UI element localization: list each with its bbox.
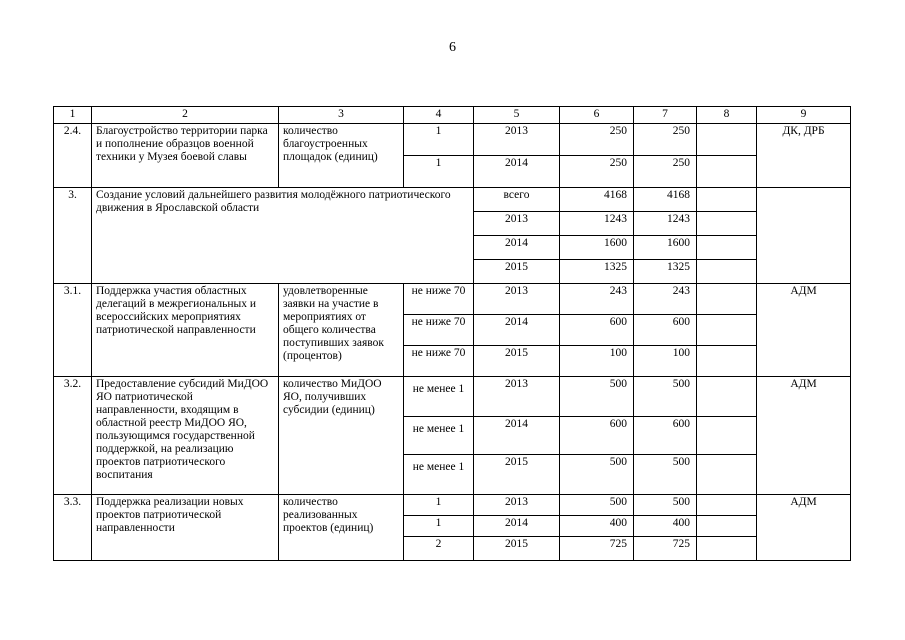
row-number: 3.3. bbox=[54, 495, 92, 561]
year: 2013 bbox=[474, 377, 560, 417]
target-value: не менее 1 bbox=[404, 377, 474, 417]
header-cell: 1 bbox=[54, 107, 92, 124]
target-value: 1 bbox=[404, 495, 474, 516]
activity-name: Предоставление субсидий МиДОО ЯО патриотической направленности, входящим в областной реестр МиДОО ЯО, пользующимся государственной поддержкой, на реализацию проектов патриотического воспитания bbox=[92, 377, 279, 495]
year: 2013 bbox=[474, 212, 560, 236]
year: 2015 bbox=[474, 537, 560, 561]
table-row bbox=[54, 377, 851, 417]
year: 2014 bbox=[474, 315, 560, 346]
section-title: Создание условий дальнейшего развития молодёжного патриотического движения в Ярославской области bbox=[92, 188, 474, 284]
col8-cell bbox=[697, 315, 757, 346]
executor: АДМ bbox=[757, 377, 851, 495]
funding-col7: 400 bbox=[634, 516, 697, 537]
col8-cell bbox=[697, 260, 757, 284]
table-row bbox=[54, 495, 851, 516]
row-number: 2.4. bbox=[54, 124, 92, 188]
col8-cell bbox=[697, 455, 757, 495]
header-cell: 6 bbox=[560, 107, 634, 124]
col8-cell bbox=[697, 124, 757, 156]
year: 2015 bbox=[474, 346, 560, 377]
year: 2014 bbox=[474, 516, 560, 537]
target-value: 1 bbox=[404, 124, 474, 156]
funding-col7: 100 bbox=[634, 346, 697, 377]
executor bbox=[757, 188, 851, 284]
funding-col7: 725 bbox=[634, 537, 697, 561]
executor: ДК, ДРБ bbox=[757, 124, 851, 188]
col8-cell bbox=[697, 495, 757, 516]
header-cell: 2 bbox=[92, 107, 279, 124]
col8-cell bbox=[697, 188, 757, 212]
funding-col7: 1243 bbox=[634, 212, 697, 236]
indicator: количество благоустроенных площадок (единиц) bbox=[279, 124, 404, 188]
year: 2015 bbox=[474, 260, 560, 284]
target-value: 1 bbox=[404, 516, 474, 537]
col8-cell bbox=[697, 417, 757, 455]
table-row bbox=[54, 124, 851, 156]
funding-col6: 1243 bbox=[560, 212, 634, 236]
funding-col6: 4168 bbox=[560, 188, 634, 212]
year: 2013 bbox=[474, 284, 560, 315]
funding-col6: 243 bbox=[560, 284, 634, 315]
header-cell: 8 bbox=[697, 107, 757, 124]
year: 2014 bbox=[474, 236, 560, 260]
row-number: 3. bbox=[54, 188, 92, 284]
funding-col6: 500 bbox=[560, 495, 634, 516]
col8-cell bbox=[697, 516, 757, 537]
year: всего bbox=[474, 188, 560, 212]
indicator: количество реализованных проектов (единиц) bbox=[279, 495, 404, 561]
funding-col7: 1325 bbox=[634, 260, 697, 284]
funding-col6: 600 bbox=[560, 417, 634, 455]
funding-col6: 1600 bbox=[560, 236, 634, 260]
header-cell: 4 bbox=[404, 107, 474, 124]
row-number: 3.1. bbox=[54, 284, 92, 377]
executor: АДМ bbox=[757, 284, 851, 377]
col8-cell bbox=[697, 284, 757, 315]
header-cell: 9 bbox=[757, 107, 851, 124]
target-value: не ниже 70 bbox=[404, 315, 474, 346]
funding-col6: 250 bbox=[560, 156, 634, 188]
executor: АДМ bbox=[757, 495, 851, 561]
funding-col6: 500 bbox=[560, 455, 634, 495]
funding-col7: 250 bbox=[634, 156, 697, 188]
activity-name: Поддержка участия областных делегаций в межрегиональных и всероссийских мероприятиях патриотической направленности bbox=[92, 284, 279, 377]
funding-col7: 500 bbox=[634, 377, 697, 417]
activity-name: Поддержка реализации новых проектов патриотической направленности bbox=[92, 495, 279, 561]
funding-col6: 100 bbox=[560, 346, 634, 377]
table-row bbox=[54, 188, 851, 212]
funding-col6: 400 bbox=[560, 516, 634, 537]
year: 2014 bbox=[474, 417, 560, 455]
year: 2013 bbox=[474, 495, 560, 516]
activity-name: Благоустройство территории парка и пополнение образцов военной техники у Музея боевой славы bbox=[92, 124, 279, 188]
header-cell: 7 bbox=[634, 107, 697, 124]
funding-col7: 243 bbox=[634, 284, 697, 315]
year: 2013 bbox=[474, 124, 560, 156]
target-value: не ниже 70 bbox=[404, 284, 474, 315]
col8-cell bbox=[697, 346, 757, 377]
col8-cell bbox=[697, 236, 757, 260]
funding-col6: 250 bbox=[560, 124, 634, 156]
funding-col7: 4168 bbox=[634, 188, 697, 212]
header-cell: 3 bbox=[279, 107, 404, 124]
target-value: не ниже 70 bbox=[404, 346, 474, 377]
col8-cell bbox=[697, 212, 757, 236]
funding-col7: 500 bbox=[634, 495, 697, 516]
target-value: 2 bbox=[404, 537, 474, 561]
col8-cell bbox=[697, 156, 757, 188]
year: 2014 bbox=[474, 156, 560, 188]
col8-cell bbox=[697, 537, 757, 561]
year: 2015 bbox=[474, 455, 560, 495]
target-value: не менее 1 bbox=[404, 455, 474, 495]
indicator: количество МиДОО ЯО, получивших субсидии (единиц) bbox=[279, 377, 404, 495]
target-value: 1 bbox=[404, 156, 474, 188]
funding-col7: 500 bbox=[634, 455, 697, 495]
target-value: не менее 1 bbox=[404, 417, 474, 455]
funding-col6: 1325 bbox=[560, 260, 634, 284]
col8-cell bbox=[697, 377, 757, 417]
funding-col6: 600 bbox=[560, 315, 634, 346]
table-row bbox=[54, 284, 851, 315]
funding-col6: 500 bbox=[560, 377, 634, 417]
row-number: 3.2. bbox=[54, 377, 92, 495]
funding-col7: 600 bbox=[634, 315, 697, 346]
indicator: удовлетворенные заявки на участие в мероприятиях от общего количества поступивших заявок (процентов) bbox=[279, 284, 404, 377]
page-number: 6 bbox=[449, 40, 456, 55]
funding-col7: 1600 bbox=[634, 236, 697, 260]
funding-col7: 250 bbox=[634, 124, 697, 156]
program-table bbox=[53, 106, 851, 561]
funding-col6: 725 bbox=[560, 537, 634, 561]
header-row bbox=[54, 107, 851, 124]
header-cell: 5 bbox=[474, 107, 560, 124]
funding-col7: 600 bbox=[634, 417, 697, 455]
